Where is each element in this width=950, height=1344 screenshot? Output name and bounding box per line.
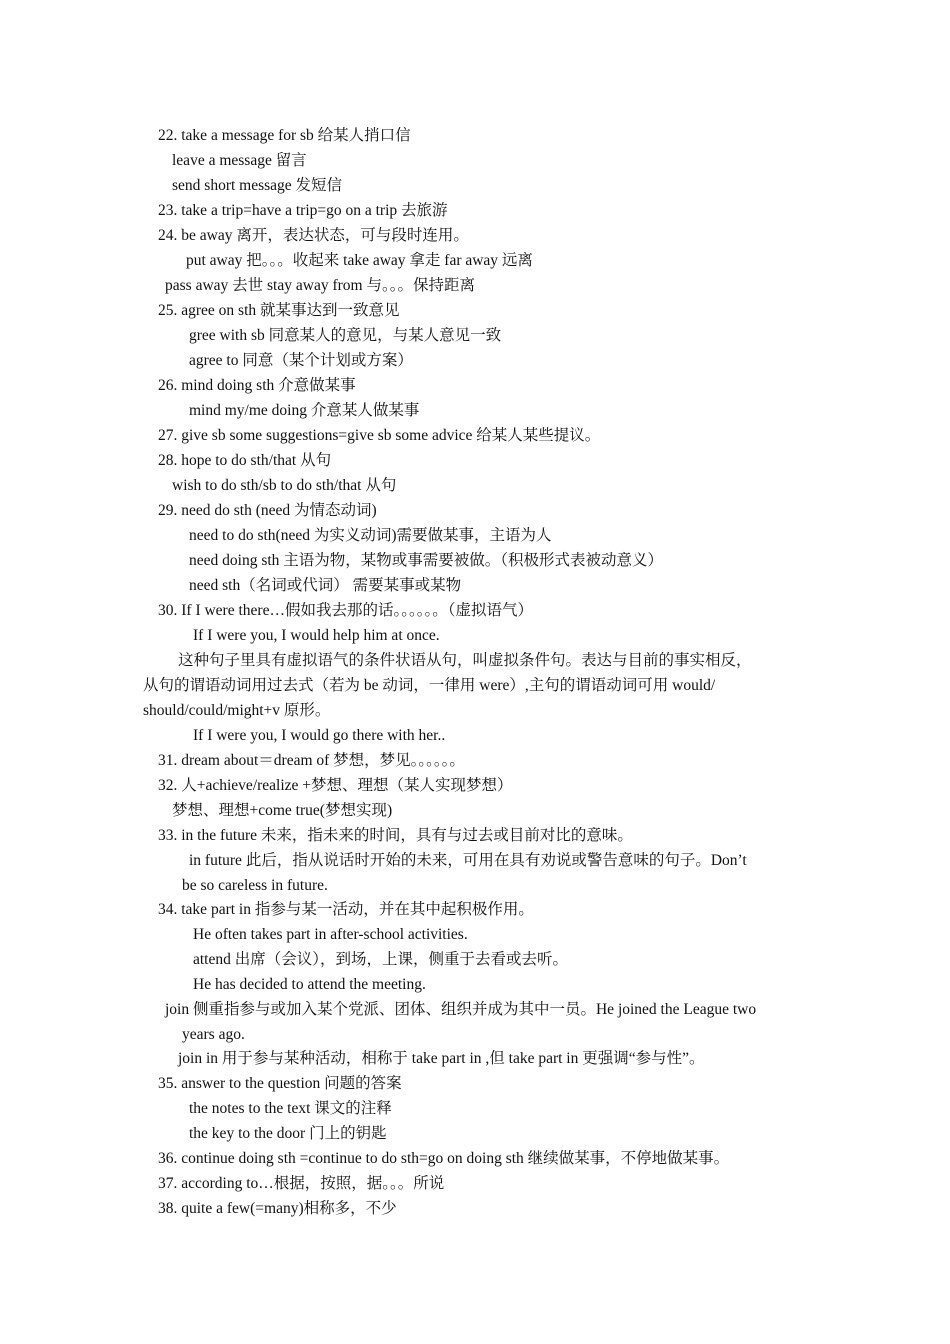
text-line: If I were you, I would help him at once.	[193, 627, 440, 644]
text-line: join 侧重指参与或加入某个党派、团体、组织并成为其中一员。He joined the League two	[165, 1001, 757, 1018]
text-line: need doing sth 主语为物，某物或事需要被做。（积极形式表被动意义）	[189, 552, 664, 569]
text-line: 30. If I were there…假如我去那的话。。。。。。（虚拟语气）	[158, 602, 533, 619]
text-line: join in 用于参与某种活动，相称于 take part in ,但 take part in 更强调“参与性”。	[178, 1050, 705, 1067]
text-line: 22. take a message for sb 给某人捎口信	[158, 127, 411, 144]
text-line: 37. according to…根据，按照，据。。。所说	[158, 1175, 445, 1192]
text-line: need to do sth(need 为实义动词)需要做某事，主语为人	[189, 527, 552, 544]
text-line: 29. need do sth (need 为情态动词)	[158, 502, 377, 519]
text-line: attend 出席（会议），到场，上课，侧重于去看或去听。	[193, 951, 568, 968]
text-line: 26. mind doing sth 介意做某事	[158, 377, 356, 394]
text-line: 这种句子里具有虚拟语气的条件状语从句，叫虚拟条件句。表达与目前的事实相反，	[178, 652, 752, 669]
text-line: agree to 同意（某个计划或方案）	[189, 352, 413, 369]
text-line: 23. take a trip=have a trip=go on a trip 去旅游	[158, 202, 448, 219]
text-line: If I were you, I would go there with her..	[193, 727, 446, 744]
text-line: gree with sb 同意某人的意见，与某人意见一致	[189, 327, 502, 344]
text-line: in future 此后，指从说话时开始的未来，可用在具有劝说或警告意味的句子。Don’t	[189, 852, 747, 869]
text-line: send short message 发短信	[172, 177, 343, 194]
text-line: wish to do sth/sb to do sth/that 从句	[172, 477, 397, 494]
text-line: 36. continue doing sth =continue to do sth=go on doing sth 继续做某事，不停地做某事。	[158, 1150, 730, 1167]
text-line: leave a message 留言	[172, 152, 307, 169]
text-line: 梦想、理想+come true(梦想实现)	[172, 802, 393, 819]
text-line: need sth（名词或代词） 需要某事或某物	[189, 577, 462, 594]
text-line: 32. 人+achieve/realize +梦想、理想（某人实现梦想）	[158, 777, 513, 794]
text-line: 38. quite a few(=many)相称多，不少	[158, 1200, 397, 1217]
text-line: mind my/me doing 介意某人做某事	[189, 402, 420, 419]
text-line: 34. take part in 指参与某一活动，并在其中起积极作用。	[158, 901, 534, 918]
text-line: He often takes part in after-school activities.	[193, 926, 468, 943]
text-line: 35. answer to the question 问题的答案	[158, 1075, 402, 1092]
text-line: be so careless in future.	[182, 877, 328, 894]
text-line: put away 把。。。收起来 take away 拿走 far away 远离	[186, 252, 533, 269]
text-line: pass away 去世 stay away from 与。。。保持距离	[165, 277, 475, 294]
text-line: He has decided to attend the meeting.	[193, 976, 426, 993]
text-line: years ago.	[182, 1026, 245, 1043]
text-line: 33. in the future 未来，指未来的时间，具有与过去或目前对比的意味。	[158, 827, 633, 844]
text-line: 25. agree on sth 就某事达到一致意见	[158, 302, 400, 319]
text-line: 27. give sb some suggestions=give sb some advice 给某人某些提议。	[158, 427, 601, 444]
text-line: 28. hope to do sth/that 从句	[158, 452, 332, 469]
text-line: 24. be away 离开，表达状态，可与段时连用。	[158, 227, 469, 244]
text-line: the key to the door 门上的钥匙	[189, 1125, 387, 1142]
text-line: should/could/might+v 原形。	[143, 702, 331, 719]
text-line: 31. dream about＝dream of 梦想，梦见。。。。。。	[158, 752, 465, 769]
text-line: 从句的谓语动词用过去式（若为 be 动词，一律用 were）,主句的谓语动词可用 would/	[143, 677, 716, 694]
text-line: the notes to the text 课文的注释	[189, 1100, 392, 1117]
